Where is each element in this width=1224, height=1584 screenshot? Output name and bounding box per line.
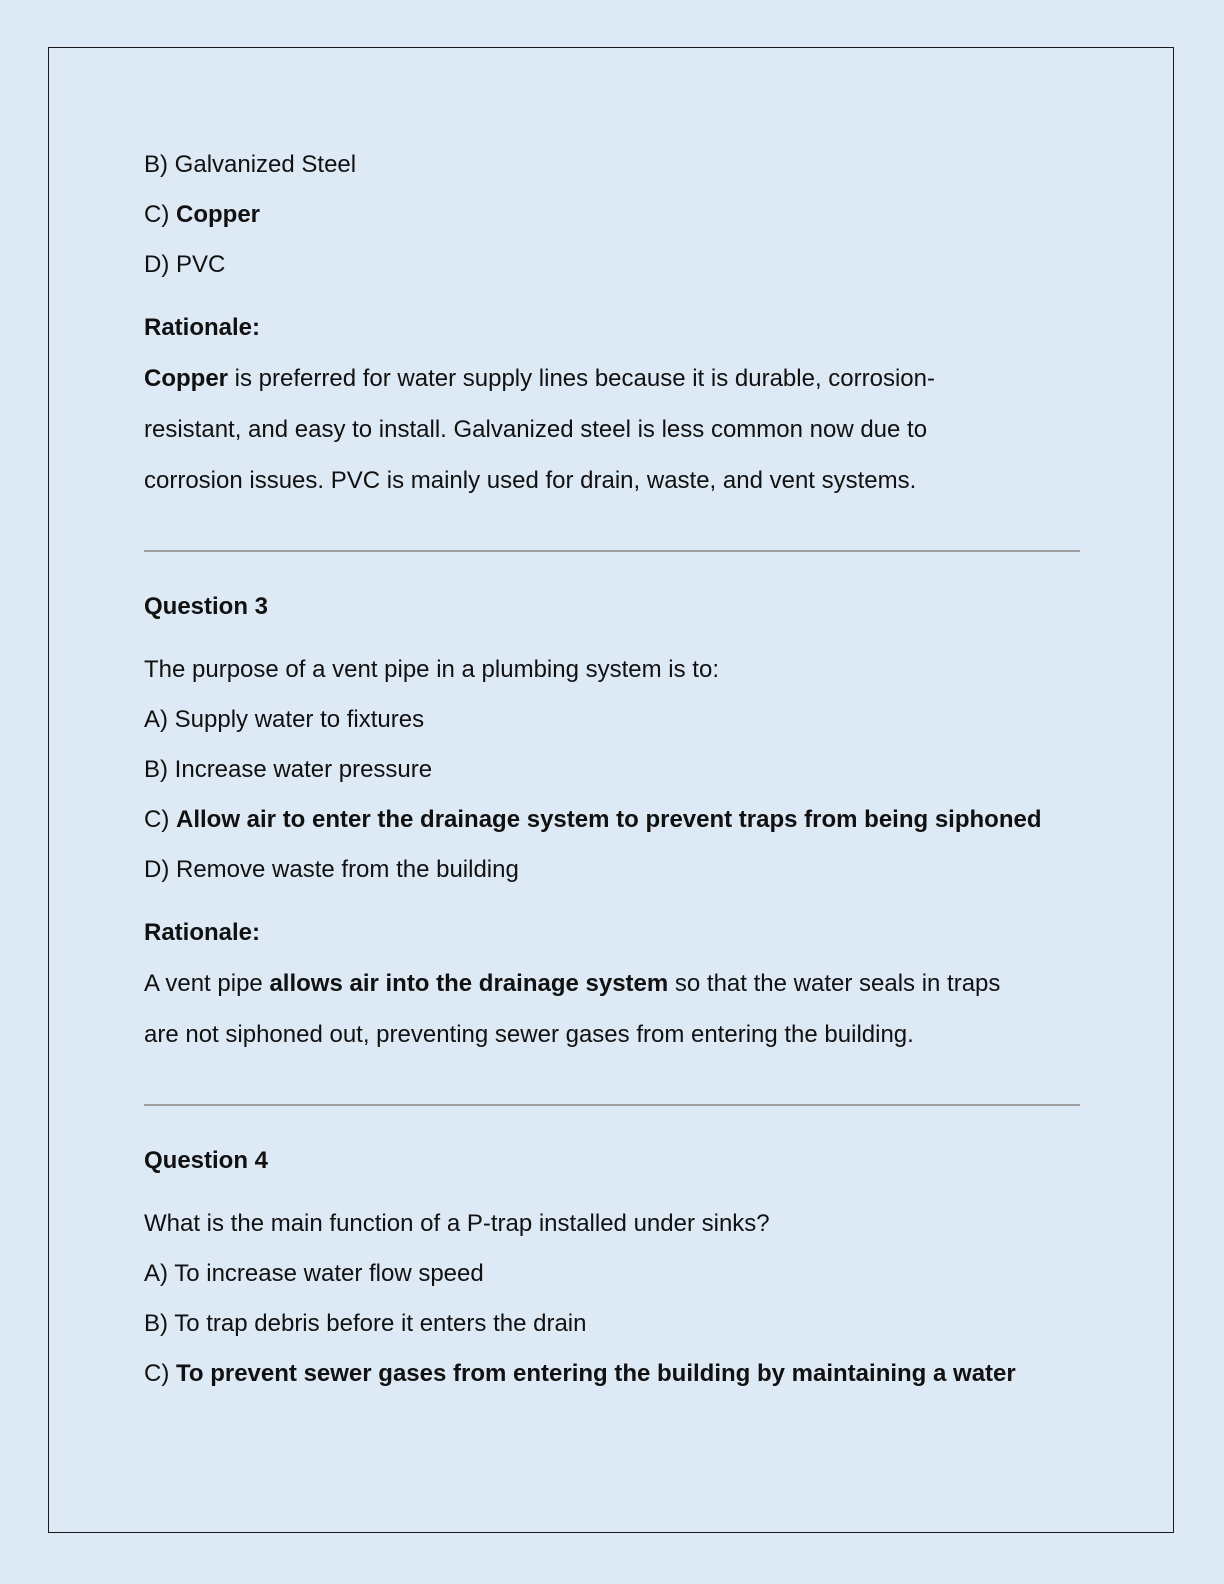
q3-option-a <box>144 695 1084 745</box>
q3-prompt: The purpose of a vent pipe in a plumbing system is to: <box>144 656 719 683</box>
q3-rationale-line-1 <box>144 958 1084 1009</box>
option-text: Supply water to fixtures <box>174 706 425 733</box>
q2-rationale-line-2: resistant, and easy to install. Galvanized steel is less common now due to <box>144 416 928 443</box>
option-prefix: C) <box>144 806 176 833</box>
option-prefix: C) <box>144 201 176 228</box>
option-text-correct: To prevent sewer gases from entering the building by maintaining a water <box>176 1360 1016 1387</box>
q2-rationale-line-1 <box>144 353 1084 404</box>
option-prefix: D) <box>144 856 176 883</box>
option-text: Galvanized Steel <box>174 151 357 178</box>
document-content <box>144 140 1084 1399</box>
option-prefix: D) <box>144 251 176 278</box>
option-text: To trap debris before it enters the drain <box>174 1310 587 1337</box>
option-text: Increase water pressure <box>174 756 433 783</box>
q4-prompt: What is the main function of a P-trap installed under sinks? <box>144 1210 770 1237</box>
q3-option-d <box>144 845 1084 895</box>
q3-option-c <box>144 795 1084 845</box>
q4-option-a <box>144 1249 1084 1299</box>
q3-rationale-label: Rationale: <box>144 919 261 946</box>
q2-rationale-line-3: corrosion issues. PVC is mainly used for drain, waste, and vent systems. <box>144 467 917 494</box>
option-text: To increase water flow speed <box>174 1260 484 1287</box>
option-text: Remove waste from the building <box>176 856 519 883</box>
rationale-text: A vent pipe <box>144 970 270 997</box>
option-prefix: A) <box>144 706 175 733</box>
option-prefix: C) <box>144 1360 176 1387</box>
option-text-correct: Allow air to enter the drainage system to prevent traps from being siphoned <box>176 806 1042 833</box>
rationale-bold: allows air into the drainage system <box>269 970 669 997</box>
rationale-text: so that the water seals in traps <box>668 970 1001 997</box>
q2-option-b <box>144 140 1084 190</box>
q4-option-b <box>144 1299 1084 1349</box>
rationale-text: is preferred for water supply lines because it is durable, corrosion- <box>228 365 935 392</box>
rationale-bold: Copper <box>144 365 228 392</box>
q2-rationale-label: Rationale: <box>144 314 261 341</box>
q4-option-c <box>144 1349 1084 1399</box>
option-prefix: A) <box>144 1260 175 1287</box>
option-prefix: B) <box>144 151 175 178</box>
q2-option-d <box>144 240 1084 290</box>
q2-option-c <box>144 190 1084 240</box>
option-prefix: B) <box>144 756 175 783</box>
q4-title: Question 4 <box>144 1147 269 1174</box>
q3-title: Question 3 <box>144 593 269 620</box>
option-text: PVC <box>176 251 226 278</box>
option-prefix: B) <box>144 1310 175 1337</box>
option-text-correct: Copper <box>176 201 260 228</box>
q3-option-b <box>144 745 1084 795</box>
q3-rationale-line-2: are not siphoned out, preventing sewer gases from entering the building. <box>144 1021 914 1048</box>
